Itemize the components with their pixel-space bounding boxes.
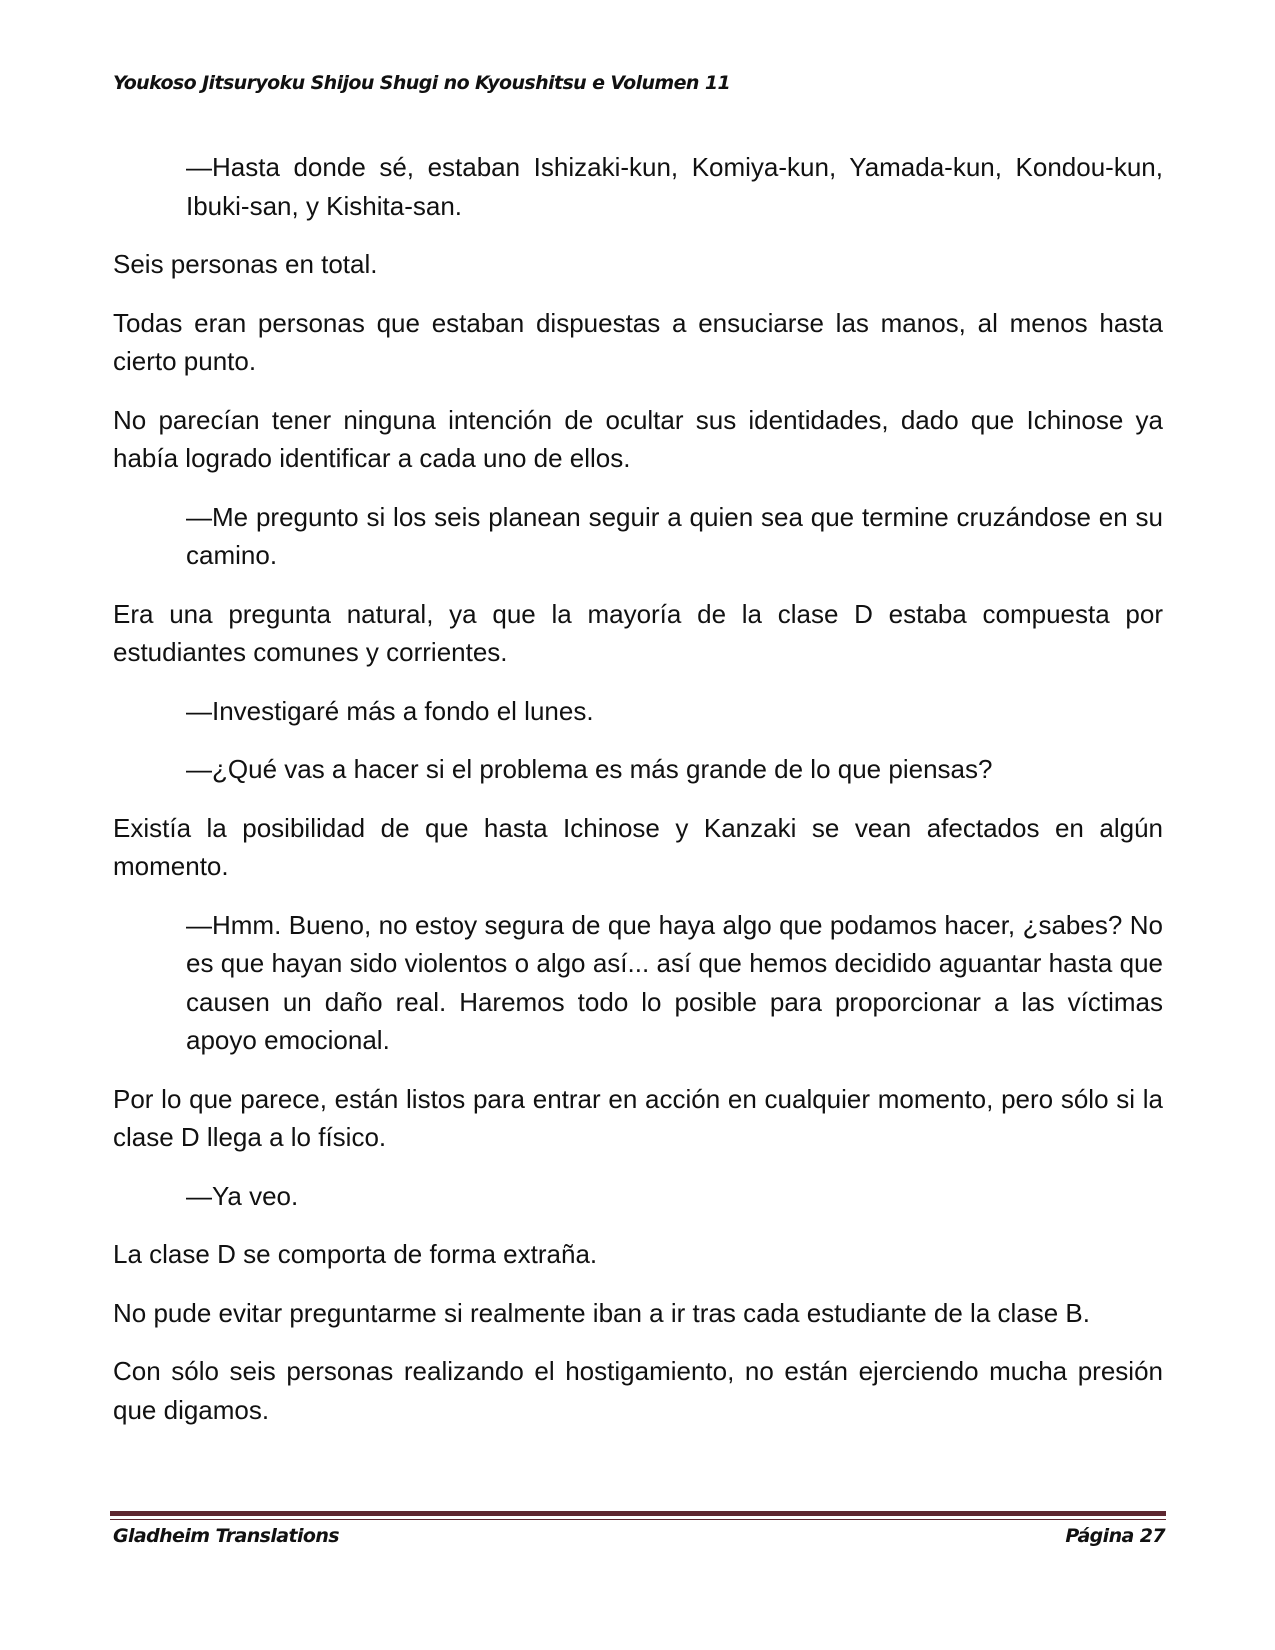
dialogue-paragraph: —Investigaré más a fondo el lunes. <box>186 695 594 726</box>
footer-publisher: Gladheim Translations <box>113 1525 339 1547</box>
narration-paragraph: Todas eran personas que estaban dispuestas a ensuciarse las manos, al menos hasta cierto punto. <box>113 307 1163 376</box>
narration-paragraph: Por lo que parece, están listos para entrar en acción en cualquier momento, pero sólo si la clase D llega a lo físico. <box>113 1083 1163 1152</box>
dialogue-paragraph: —Hasta donde sé, estaban Ishizaki-kun, Komiya-kun, Yamada-kun, Kondou-kun, Ibuki-san, y Kishita-san. <box>186 152 1163 221</box>
page-body <box>113 148 1163 1449</box>
running-header-title: Youkoso Jitsuryoku Shijou Shugi no Kyoushitsu e Volumen 11 <box>113 72 731 94</box>
narration-paragraph: Seis personas en total. <box>113 249 378 279</box>
narration-paragraph: No parecían tener ninguna intención de ocultar sus identidades, dado que Ichinose ya había logrado identificar a cada uno de ellos. <box>113 404 1163 473</box>
dialogue-paragraph: —¿Qué vas a hacer si el problema es más grande de lo que piensas? <box>186 754 993 784</box>
footer-divider-thick <box>110 1511 1166 1516</box>
footer-divider-thin <box>110 1519 1166 1520</box>
narration-paragraph: No pude evitar preguntarme si realmente iban a ir tras cada estudiante de la clase B. <box>113 1297 1090 1328</box>
footer-page-number: Página 27 <box>1065 1525 1165 1547</box>
narration-paragraph: La clase D se comporta de forma extraña. <box>113 1239 598 1269</box>
dialogue-paragraph: —Me pregunto si los seis planean seguir a quien sea que termine cruzándose en su camino. <box>186 501 1163 570</box>
narration-paragraph: Existía la posibilidad de que hasta Ichinose y Kanzaki se vean afectados en algún momento. <box>113 812 1163 881</box>
dialogue-paragraph: —Hmm. Bueno, no estoy segura de que haya algo que podamos hacer, ¿sabes? No es que hayan sido violentos o algo así... así que hemos decidido aguantar hasta que causen un daño real. Haremos todo lo posible para proporcionar a las víctimas apoyo emocional. <box>186 909 1163 1055</box>
narration-paragraph: Con sólo seis personas realizando el hostigamiento, no están ejerciendo mucha presión que digamos. <box>113 1356 1163 1425</box>
narration-paragraph: Era una pregunta natural, ya que la mayoría de la clase D estaba compuesta por estudiantes comunes y corrientes. <box>113 598 1163 667</box>
dialogue-paragraph: —Ya veo. <box>186 1180 299 1211</box>
